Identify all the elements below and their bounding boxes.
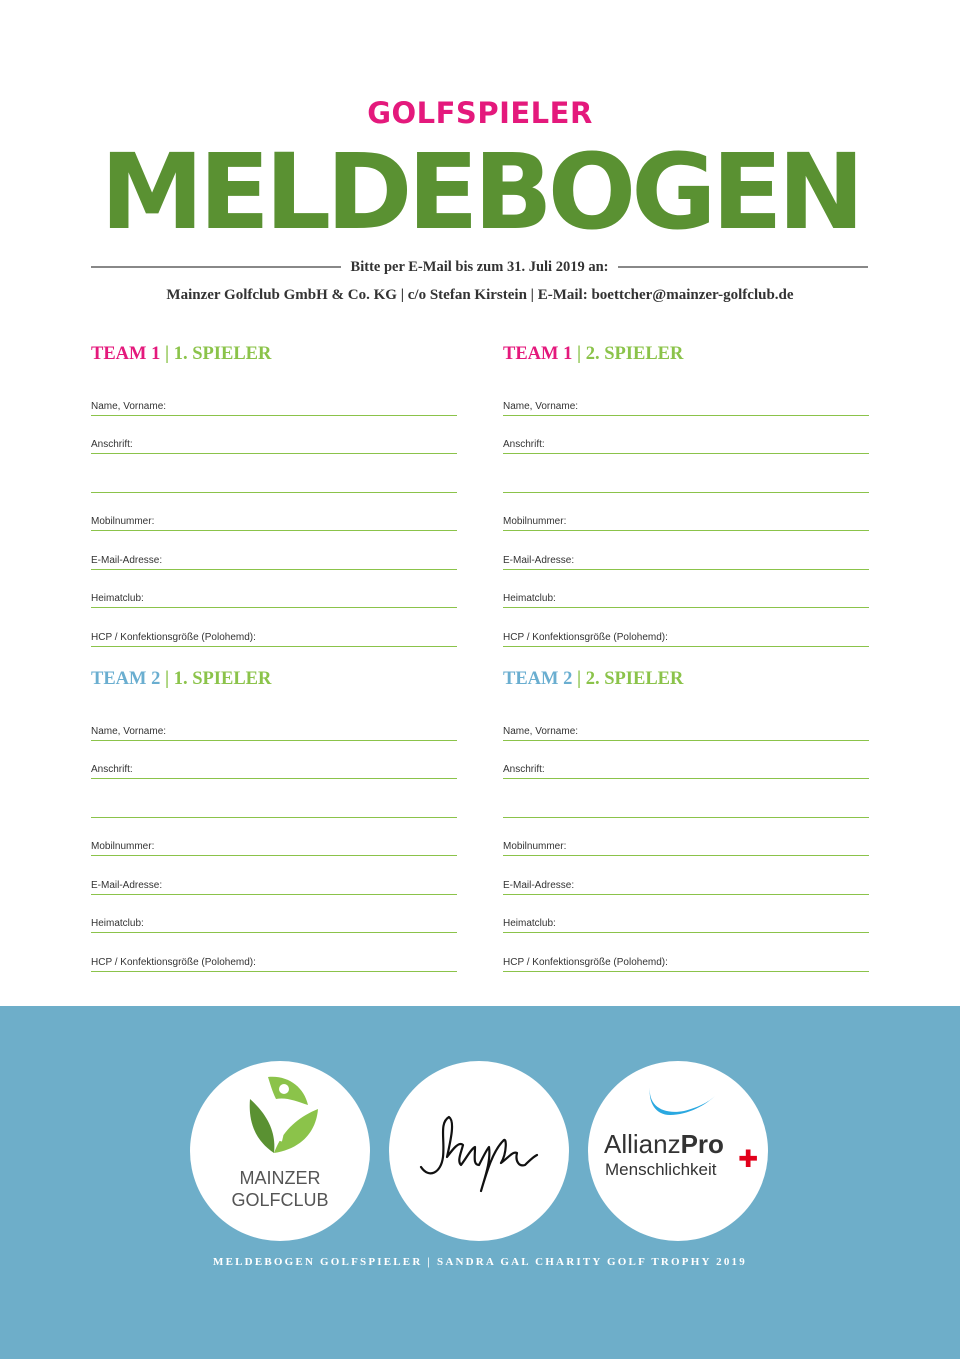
divider-left [91, 266, 341, 268]
heading-separator: | [165, 669, 170, 689]
brand-part-b: Pro [680, 1129, 724, 1159]
golf-leaf-icon [190, 1061, 370, 1241]
field-label: HCP / Konfektionsgröße (Polohemd): [91, 956, 256, 968]
team-label: TEAM 1 [91, 344, 161, 364]
logo-line-2: GOLFCLUB [231, 1190, 329, 1210]
allianz-pro-menschlichkeit-logo [588, 1061, 768, 1241]
red-cross-icon: ✚ [738, 1145, 759, 1173]
home-club-field[interactable] [91, 897, 457, 934]
instruction-text: Bitte per E-Mail bis zum 31. Juli 2019 an: [350, 258, 609, 275]
signature-icon [389, 1061, 569, 1241]
field-label: Anschrift: [91, 764, 133, 775]
field-label: Name, Vorname: [503, 400, 579, 412]
name-field[interactable] [91, 379, 457, 416]
footer-band [0, 1006, 960, 1359]
mainzer-golfclub-logo [190, 1061, 370, 1241]
section-team2-player2 [503, 668, 869, 974]
field-label: HCP / Konfektionsgröße (Polohemd): [503, 631, 668, 643]
field-label: Mobilnummer: [503, 841, 567, 852]
mainzer-golfclub-wordmark [190, 1167, 370, 1211]
field-label: Mobilnummer: [503, 516, 567, 527]
heading-separator: | [577, 344, 582, 364]
mobile-field[interactable] [503, 820, 869, 857]
section-team2-player1 [91, 668, 457, 974]
sandra-gal-signature-logo [389, 1061, 569, 1241]
menschlichkeit-wordmark: Menschlichkeit [605, 1160, 717, 1179]
email-field[interactable] [503, 858, 869, 895]
field-label: Heimatclub: [91, 918, 144, 929]
player-label: 1. SPIELER [173, 344, 272, 364]
form-kicker: GOLFSPIELER [367, 96, 593, 130]
name-field[interactable] [503, 379, 869, 416]
address-line2-field[interactable] [503, 456, 869, 493]
player-label: 2. SPIELER [585, 669, 684, 689]
field-label: Name, Vorname: [91, 400, 167, 412]
hcp-size-field[interactable] [503, 610, 869, 647]
address-line2-field[interactable] [91, 456, 457, 493]
home-club-field[interactable] [503, 572, 869, 609]
email-field[interactable] [503, 533, 869, 570]
field-label: Mobilnummer: [91, 516, 155, 527]
address-field[interactable] [91, 418, 457, 455]
section-team1-player2 [503, 343, 869, 649]
team-label: TEAM 1 [503, 344, 573, 364]
address-field[interactable] [503, 418, 869, 455]
section-heading [91, 668, 457, 704]
heading-separator: | [577, 669, 582, 689]
field-label: Anschrift: [503, 764, 545, 775]
hcp-size-field[interactable] [91, 935, 457, 972]
address-field[interactable] [91, 743, 457, 780]
hcp-size-field[interactable] [91, 610, 457, 647]
field-label: Name, Vorname: [503, 725, 579, 737]
footer-caption: MELDEBOGEN GOLFSPIELER | SANDRA GAL CHARITY GOLF TROPHY 2019 [213, 1256, 747, 1268]
section-heading [91, 343, 457, 379]
form-title: MELDEBOGEN [100, 131, 860, 253]
team-label: TEAM 2 [91, 669, 161, 689]
field-label: E-Mail-Adresse: [91, 879, 163, 891]
allianz-pro-wordmark [604, 1129, 724, 1160]
instruction-row [91, 256, 868, 278]
logo-line-1: MAINZER [239, 1168, 321, 1188]
heading-separator: | [165, 344, 170, 364]
field-label: HCP / Konfektionsgröße (Polohemd): [91, 631, 256, 643]
mobile-field[interactable] [91, 495, 457, 532]
name-field[interactable] [91, 704, 457, 741]
mobile-field[interactable] [91, 820, 457, 857]
email-field[interactable] [91, 533, 457, 570]
address-line2-field[interactable] [91, 781, 457, 818]
player-label: 2. SPIELER [585, 344, 684, 364]
field-label: Heimatclub: [503, 918, 556, 929]
field-label: E-Mail-Adresse: [91, 554, 163, 566]
player-label: 1. SPIELER [173, 669, 272, 689]
hcp-size-field[interactable] [503, 935, 869, 972]
field-label: HCP / Konfektionsgröße (Polohemd): [503, 956, 668, 968]
field-label: Mobilnummer: [91, 841, 155, 852]
home-club-field[interactable] [91, 572, 457, 609]
name-field[interactable] [503, 704, 869, 741]
section-heading [503, 668, 869, 704]
team-label: TEAM 2 [503, 669, 573, 689]
field-label: Anschrift: [503, 439, 545, 450]
mobile-field[interactable] [503, 495, 869, 532]
field-label: Heimatclub: [503, 593, 556, 604]
field-label: E-Mail-Adresse: [503, 879, 575, 891]
field-label: E-Mail-Adresse: [503, 554, 575, 566]
home-club-field[interactable] [503, 897, 869, 934]
section-team1-player1 [91, 343, 457, 649]
address-field[interactable] [503, 743, 869, 780]
field-label: Name, Vorname: [91, 725, 167, 737]
section-heading [503, 343, 869, 379]
divider-right [618, 266, 868, 268]
field-label: Heimatclub: [91, 593, 144, 604]
contact-line: Mainzer Golfclub GmbH & Co. KG | c/o Stefan Kirstein | E-Mail: boettcher@mainzer-golfclub.de [166, 287, 794, 303]
field-label: Anschrift: [91, 439, 133, 450]
email-field[interactable] [91, 858, 457, 895]
brand-part-a: Allianz [604, 1129, 681, 1159]
address-line2-field[interactable] [503, 781, 869, 818]
